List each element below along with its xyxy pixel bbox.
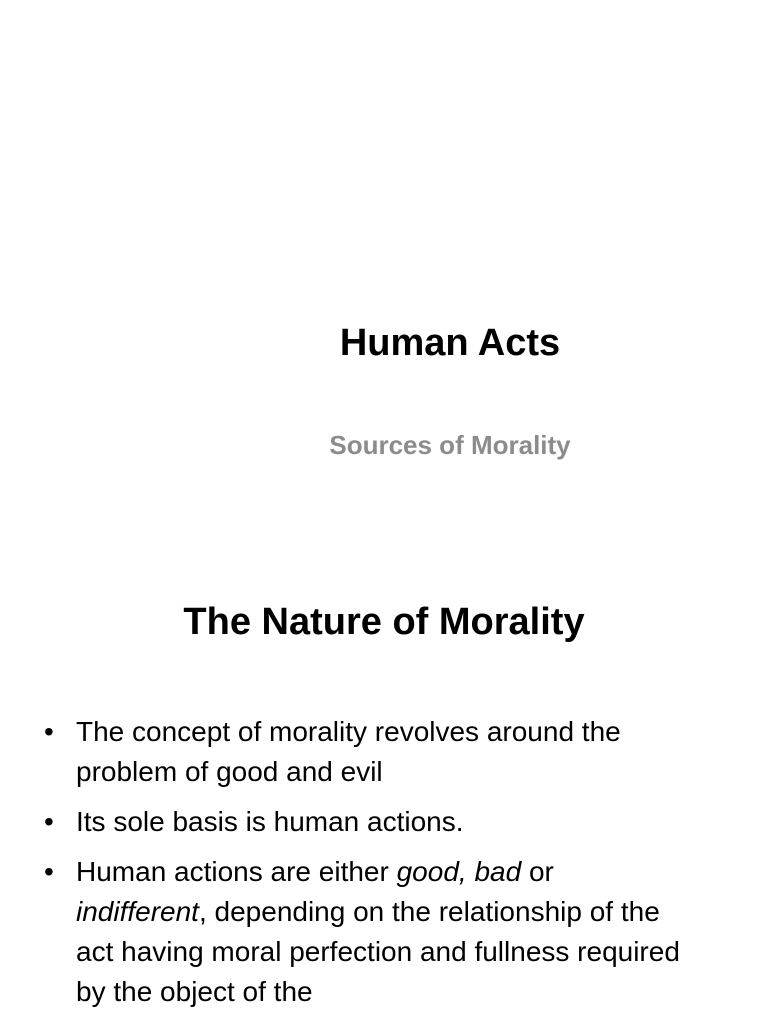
bullet-icon: • (44, 806, 54, 837)
bullet-text-italic: indifferent (76, 896, 199, 927)
bullet-icon: • (44, 716, 54, 747)
bullet-text: Its sole basis is human actions. (76, 806, 464, 837)
bullet-item (40, 712, 680, 792)
bullet-text: The concept of morality revolves around the problem of good and evil (76, 716, 621, 787)
bullet-text-part: , depending on the relationship of the act having moral perfection and fullness required by the object of the (76, 896, 680, 1007)
slide-title: Human Acts (339, 322, 561, 364)
bullet-icon: • (44, 856, 54, 887)
bullet-text (76, 856, 680, 1007)
bullet-item (40, 852, 680, 1012)
bullet-list (40, 712, 680, 1022)
bullet-text-part: or (521, 856, 554, 887)
slide-subtitle: Sources of Morality (329, 430, 571, 460)
slide-nature-of-morality (0, 560, 768, 1024)
bullet-text-part: Human actions are either (76, 856, 397, 887)
bullet-text-italic: good, bad (396, 856, 522, 887)
bullet-item (40, 802, 680, 842)
slide-title: The Nature of Morality (183, 601, 585, 643)
